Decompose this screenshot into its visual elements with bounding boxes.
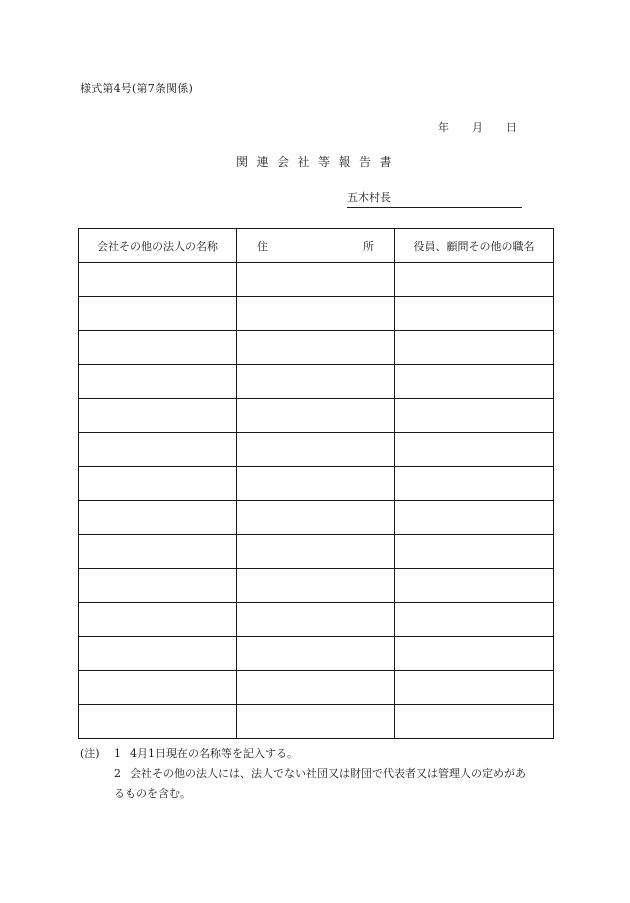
cell-company-name[interactable] <box>79 433 237 467</box>
cell-officer-title[interactable] <box>395 331 554 365</box>
cell-officer-title[interactable] <box>395 467 554 501</box>
cell-officer-title[interactable] <box>395 569 554 603</box>
header-address-left: 住 <box>257 239 268 253</box>
cell-officer-title[interactable] <box>395 603 554 637</box>
header-company-name: 会社その他の法人の名称 <box>79 229 237 263</box>
cell-address[interactable] <box>237 603 395 637</box>
cell-officer-title[interactable] <box>395 535 554 569</box>
cell-address[interactable] <box>237 705 395 739</box>
cell-officer-title[interactable] <box>395 399 554 433</box>
cell-address[interactable] <box>237 501 395 535</box>
note-item <box>80 764 560 784</box>
form-number: 様式第4号(第7条関係) <box>80 82 193 95</box>
note-number: 2 <box>114 767 121 780</box>
cell-company-name[interactable] <box>79 467 237 501</box>
table-row <box>79 263 554 297</box>
header-address-right: 所 <box>363 239 374 253</box>
table-row <box>79 331 554 365</box>
cell-address[interactable] <box>237 297 395 331</box>
cell-company-name[interactable] <box>79 637 237 671</box>
table-header-row <box>79 229 554 263</box>
date-line <box>438 119 517 135</box>
notes-prefix: (注) <box>80 747 100 760</box>
cell-officer-title[interactable] <box>395 705 554 739</box>
note-continuation: るものを含む。 <box>114 787 191 800</box>
header-address <box>237 229 395 263</box>
cell-company-name[interactable] <box>79 569 237 603</box>
cell-address[interactable] <box>237 535 395 569</box>
cell-company-name[interactable] <box>79 603 237 637</box>
cell-address[interactable] <box>237 365 395 399</box>
note-text: 4月1日現在の名称等を記入する。 <box>130 747 298 760</box>
table-row <box>79 365 554 399</box>
date-month-label: 月 <box>472 121 483 134</box>
table-row <box>79 705 554 739</box>
cell-officer-title[interactable] <box>395 637 554 671</box>
note-number: 1 <box>114 747 121 760</box>
cell-company-name[interactable] <box>79 501 237 535</box>
table-body <box>79 263 554 739</box>
cell-company-name[interactable] <box>79 705 237 739</box>
cell-officer-title[interactable] <box>395 501 554 535</box>
table-row <box>79 671 554 705</box>
cell-officer-title[interactable] <box>395 433 554 467</box>
note-text: 会社その他の法人には、法人でない社団又は財団で代表者又は管理人の定めがあ <box>130 767 526 780</box>
cell-officer-title[interactable] <box>395 365 554 399</box>
table-row <box>79 399 554 433</box>
cell-company-name[interactable] <box>79 671 237 705</box>
cell-address[interactable] <box>237 569 395 603</box>
related-companies-table <box>78 228 554 739</box>
cell-address[interactable] <box>237 637 395 671</box>
note-item <box>80 744 560 764</box>
table-row <box>79 433 554 467</box>
header-officer-title: 役員、顧問その他の職名 <box>395 229 554 263</box>
date-day-label: 日 <box>506 121 517 134</box>
cell-company-name[interactable] <box>79 263 237 297</box>
cell-officer-title[interactable] <box>395 263 554 297</box>
table-row <box>79 569 554 603</box>
cell-company-name[interactable] <box>79 535 237 569</box>
cell-company-name[interactable] <box>79 365 237 399</box>
table-row <box>79 637 554 671</box>
notes-section <box>80 744 560 804</box>
table-row <box>79 467 554 501</box>
cell-address[interactable] <box>237 671 395 705</box>
table-row <box>79 535 554 569</box>
cell-address[interactable] <box>237 263 395 297</box>
cell-address[interactable] <box>237 331 395 365</box>
document-title: 関連会社等報告書 <box>235 155 400 169</box>
cell-company-name[interactable] <box>79 297 237 331</box>
table-row <box>79 297 554 331</box>
table-row <box>79 603 554 637</box>
cell-officer-title[interactable] <box>395 297 554 331</box>
cell-address[interactable] <box>237 399 395 433</box>
cell-address[interactable] <box>237 433 395 467</box>
cell-company-name[interactable] <box>79 331 237 365</box>
table-row <box>79 501 554 535</box>
addressee-field: 五木村長 <box>347 191 522 208</box>
cell-company-name[interactable] <box>79 399 237 433</box>
cell-address[interactable] <box>237 467 395 501</box>
date-year-label: 年 <box>438 121 449 134</box>
cell-officer-title[interactable] <box>395 671 554 705</box>
